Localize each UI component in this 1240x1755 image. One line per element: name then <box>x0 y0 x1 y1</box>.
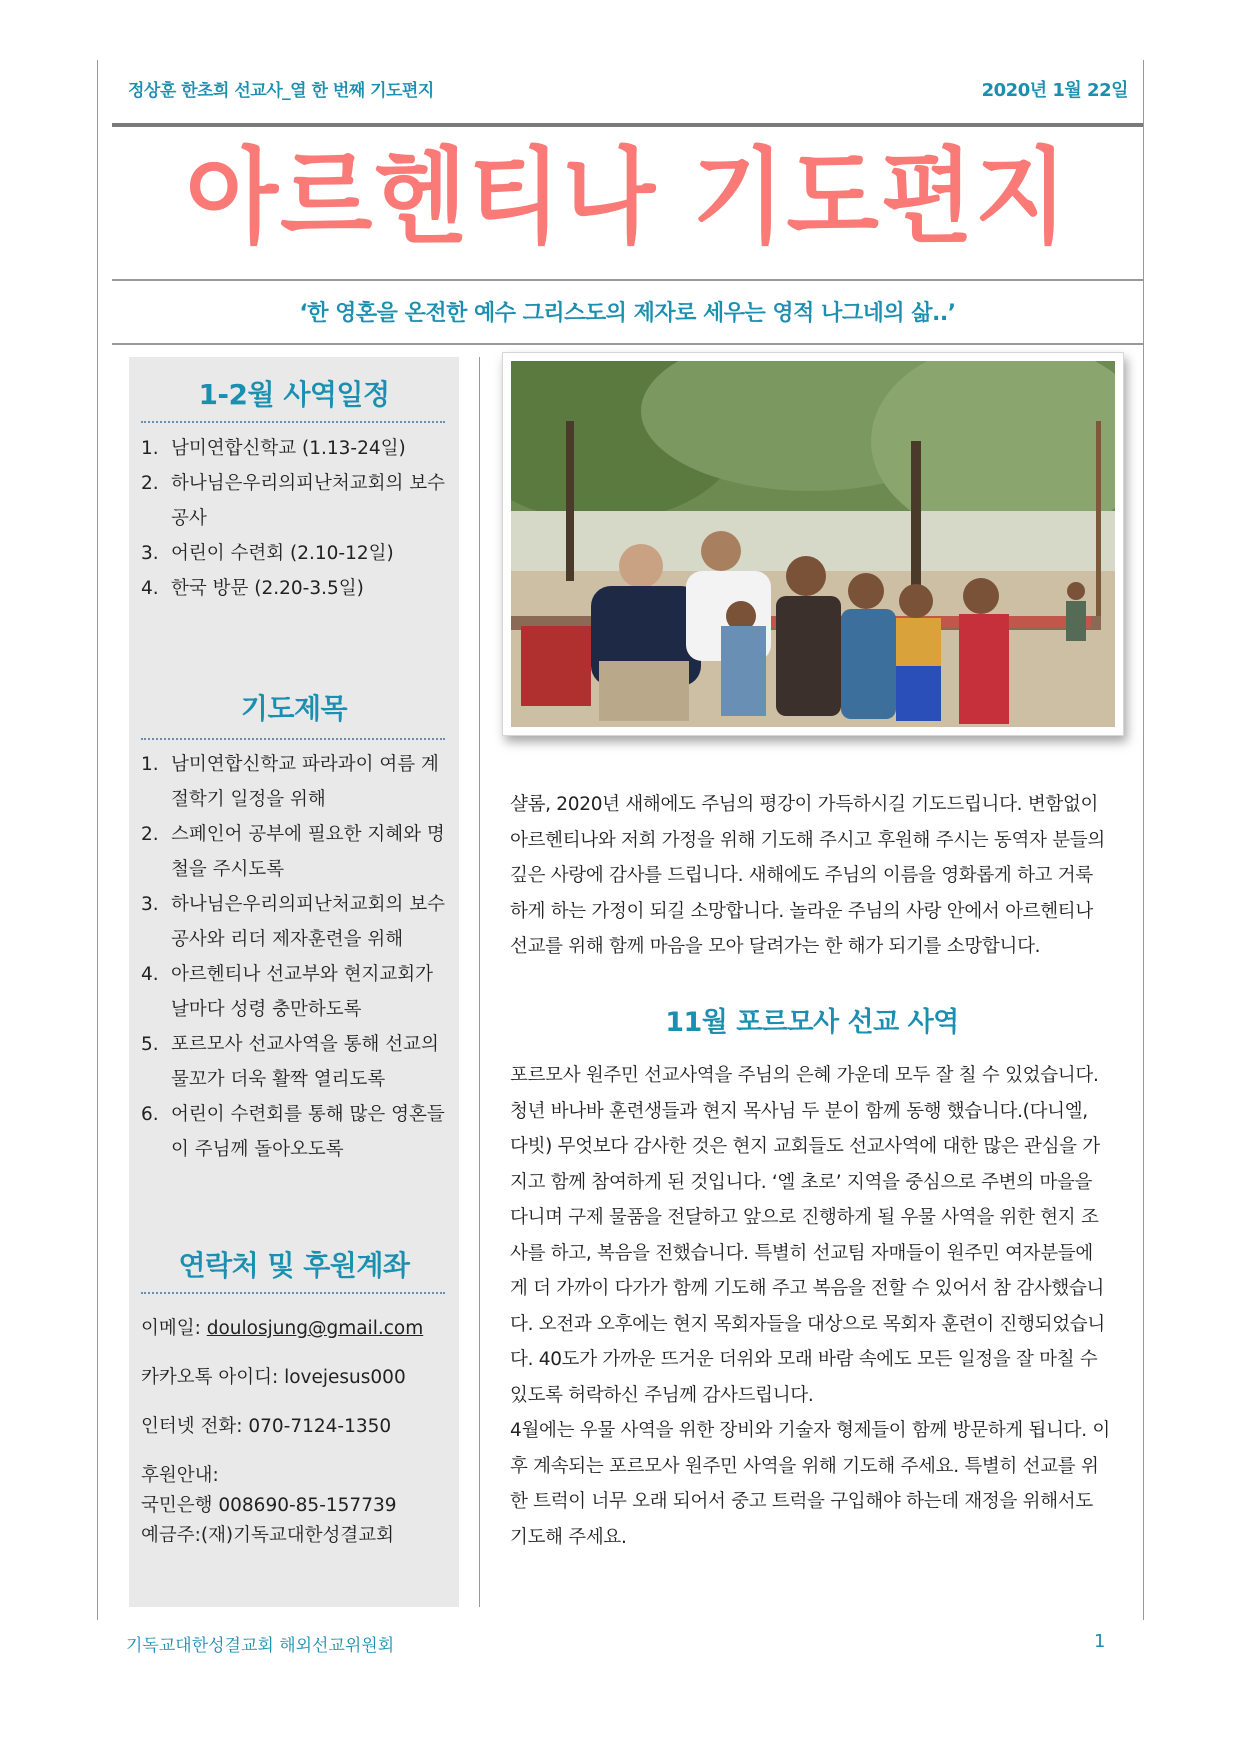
prayer-item: 4. 아르헨티나 선교부와 현지교회가 날마다 성령 충만하도록 <box>141 964 433 1020</box>
april-paragraph: 4월에는 우물 사역을 위한 장비와 기술자 형제들이 함께 방문하게 됩니다. 이후 계속되는 포르모사 원주민 사역을 위해 기도해 주세요. 특별히 선교를 위한 트럭이 너무 오래 되어서 중고 트럭을 구입해야 하는데 재정을 위해서도 기도해 주세요. <box>510 1420 1110 1548</box>
prayer-item: 6. 어린이 수련회를 통해 많은 영혼들이 주님께 돌아오도록 <box>141 1104 445 1160</box>
formosa-paragraph: 포르모사 원주민 선교사역을 주님의 은혜 가운데 모두 잘 칠 수 있었습니다. 청년 바나바 훈련생들과 현지 목사님 두 분이 함께 동행 했습니다.(다니엘, 다빗) 무엇보다 감사한 것은 현지 교회들도 선교사역에 대한 많은 관심을 가지고 함께 참여하게 된 것입니다. ‘엘 초로’ 지역을 중심으로 주변의 마을을 다니며 구제 물품을 전달하고 앞으로 진행하게 될 우물 사역을 위한 현지 조사를 하고, 복음을 전했습니다. 특별히 선교팀 자매들이 원주민 여자분들에게 더 가까이 다가가 함께 기도해 주고 복음을 전할 수 있어서 참 감사했습니다. 오전과 오후에는 현지 목회자들을 대상으로 목회자 훈련이 진행되었습니다. 40도가 가까운 뜨거운 더위와 모래 바람 속에도 모든 일정을 잘 마칠 수 있도록 허락하신 주님께 감사드립니다. <box>510 1065 1105 1406</box>
prayer-list <box>141 747 451 1167</box>
email-link[interactable]: doulosjung@gmail.com <box>206 1318 424 1339</box>
contact-divider <box>141 1292 445 1294</box>
photo-frame <box>502 352 1124 736</box>
schedule-divider <box>141 421 445 423</box>
schedule-list <box>141 431 451 606</box>
header-rule <box>112 123 1143 127</box>
intro-paragraph: 샬롬, 2020년 새해에도 주님의 평강이 가득하시길 기도드립니다. 변함없이 아르헨티나와 저희 가정을 위해 기도해 주시고 후원해 주시는 동역자 분들의 깊은 사랑에 감사를 드립니다. 새해에도 주님의 이름을 영화롭게 하고 거룩하게 하는 가정이 되길 소망합니다. 놀라운 주님의 사랑 안에서 아르헨티나 선교를 위해 함께 마음을 모아 달려가는 한 해가 되기를 소망합니다. <box>510 794 1105 957</box>
letter-series-label: 정상훈 한초희 선교사_열 한 번째 기도편지 <box>128 81 434 101</box>
prayer-item: 2. 스페인어 공부에 필요한 지혜와 명철을 주시도록 <box>141 824 445 880</box>
sidebar <box>129 357 459 1607</box>
schedule-item: 4. 한국 방문 (2.20-3.5일) <box>141 578 364 599</box>
email-label: 이메일: <box>141 1318 207 1339</box>
page-subtitle: ‘한 영혼을 온전한 예수 그리스도의 제자로 세우는 영적 나그네의 삶..’ <box>299 301 956 326</box>
column-divider <box>479 357 480 1607</box>
photo-illustration <box>511 361 1115 727</box>
prayer-item: 3. 하나님은우리의피난처교회의 보수공사와 리더 제자훈련을 위해 <box>141 894 445 950</box>
group-photo <box>511 361 1115 727</box>
schedule-item: 1. 남미연합신학교 (1.13-24일) <box>141 438 406 459</box>
page-title: 아르헨티나 기도편지 <box>185 136 1070 258</box>
account-holder: 예금주:(재)기독교대한성결교회 <box>141 1525 394 1546</box>
internet-phone: 인터넷 전화: 070-7124-1350 <box>141 1416 392 1437</box>
bank-account: 국민은행 008690-85-157739 <box>141 1495 397 1516</box>
support-label: 후원안내: <box>141 1465 219 1486</box>
page-number: 1 <box>1094 1631 1106 1652</box>
prayer-item: 1. 남미연합신학교 파라과이 여름 계절학기 일정을 위해 <box>141 754 439 810</box>
formosa-section-heading: 11월 포르모사 선교 사역 <box>665 1007 959 1038</box>
title-rule-bottom <box>112 343 1143 345</box>
letter-date: 2020년 1월 22일 <box>981 80 1128 101</box>
kakao-id: 카카오톡 아이디: lovejesus000 <box>141 1367 406 1388</box>
contact-heading: 연락처 및 후원계좌 <box>178 1249 410 1282</box>
prayer-heading: 기도제목 <box>240 692 348 725</box>
page-border-right <box>1143 60 1144 1620</box>
prayer-divider <box>141 738 445 740</box>
schedule-item: 3. 어린이 수련회 (2.10-12일) <box>141 543 394 564</box>
page-border-left <box>97 60 98 1620</box>
title-rule-top <box>112 279 1143 281</box>
schedule-item: 2. 하나님은우리의피난처교회의 보수공사 <box>141 473 445 529</box>
schedule-heading: 1-2월 사역일정 <box>198 378 390 411</box>
prayer-item: 5. 포르모사 선교사역을 통해 선교의 물꼬가 더욱 활짝 열리도록 <box>141 1034 439 1090</box>
footer-organization: 기독교대한성결교회 해외선교위원회 <box>126 1636 395 1656</box>
email-line <box>141 1314 451 1344</box>
